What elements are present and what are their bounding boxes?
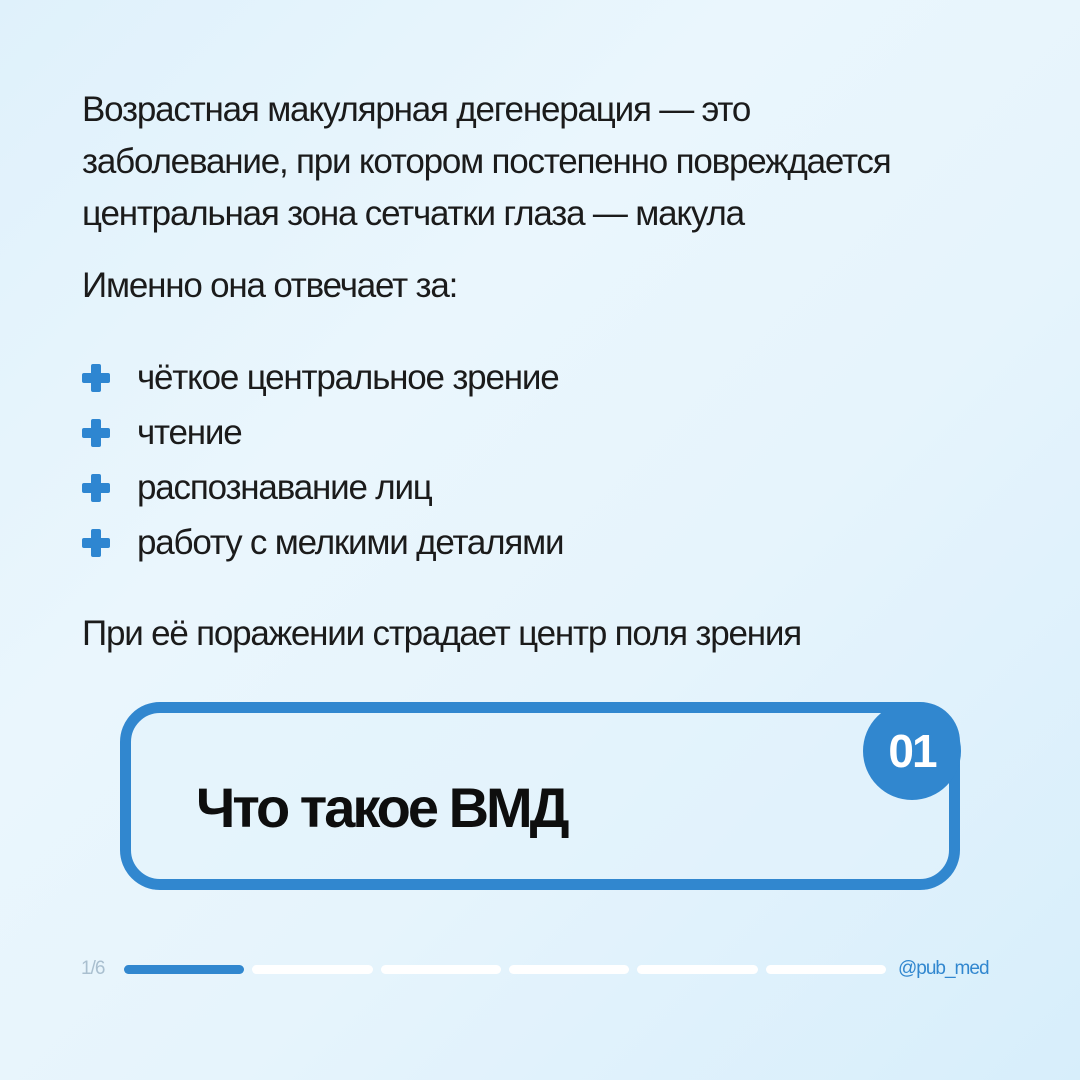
plus-icon — [80, 417, 112, 449]
lead-text: Именно она отвечает за: — [82, 266, 458, 305]
page-indicator: 1/6 — [81, 958, 105, 979]
topic-card — [120, 702, 960, 890]
number-badge: 01 — [863, 702, 961, 800]
list-item — [80, 350, 563, 405]
function-list — [80, 350, 563, 570]
progress-bar — [124, 965, 886, 974]
progress-segment — [509, 965, 629, 974]
progress-segment — [381, 965, 501, 974]
intro-line: Возрастная макулярная дегенерация — это — [82, 90, 751, 129]
list-item-label: чтение — [137, 412, 242, 452]
card-title: Что такое ВМД — [196, 776, 567, 839]
plus-icon — [80, 472, 112, 504]
list-item — [80, 405, 563, 460]
list-item — [80, 460, 563, 515]
list-item-label: работу с мелкими деталями — [137, 522, 564, 562]
list-item-label: чёткое центральное зрение — [137, 357, 559, 397]
list-item-label: распознавание лиц — [137, 467, 432, 507]
intro-line: заболевание, при котором постепенно повреждается — [82, 142, 891, 181]
progress-segment — [766, 965, 886, 974]
plus-icon — [80, 362, 112, 394]
intro-line: центральная зона сетчатки глаза — макула — [82, 194, 744, 233]
account-handle: @pub_med — [898, 958, 989, 979]
plus-icon — [80, 527, 112, 559]
list-item — [80, 515, 563, 570]
intro-paragraph — [82, 84, 982, 240]
outro-text: При её поражении страдает центр поля зрения — [82, 614, 801, 653]
progress-segment — [637, 965, 757, 974]
progress-segment-active — [124, 965, 244, 974]
progress-segment — [252, 965, 372, 974]
